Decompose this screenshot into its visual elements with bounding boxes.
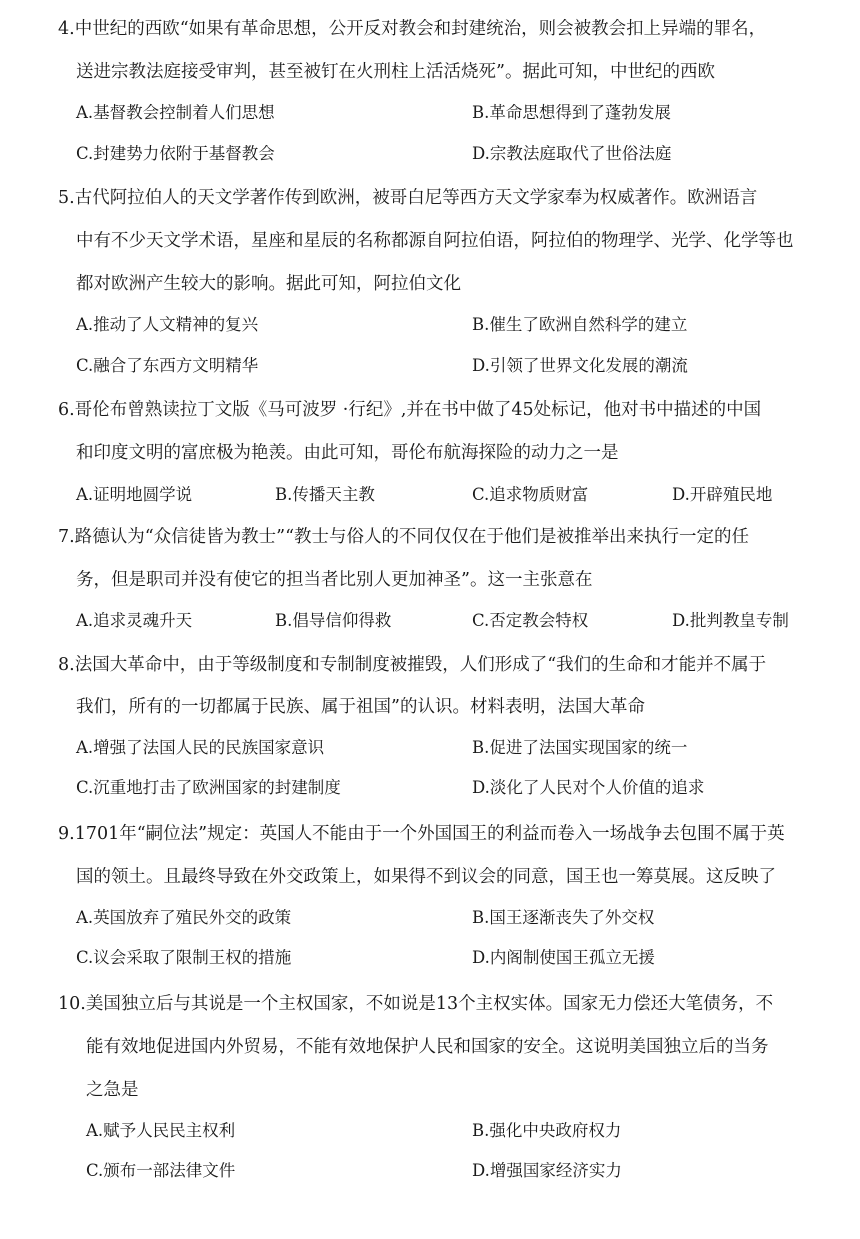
- question-4-option-a[interactable]: A.基督教会控制着人们思想: [76, 103, 275, 122]
- question-9-option-d[interactable]: D.内阁制使国王孤立无援: [472, 948, 655, 967]
- question-10-option-c[interactable]: C.颁布一部法律文件: [86, 1161, 236, 1180]
- question-7-stem-line-1: 7.路德认为“众信徒皆为教士”“教士与俗人的不同仅仅在于他们是被推举出来执行一定的任: [58, 527, 750, 547]
- question-8-stem-line-2: 我们，所有的一切都属于民族、属于祖国”的认识。材料表明，法国大革命: [76, 697, 645, 717]
- question-10-option-d[interactable]: D.增强国家经济实力: [472, 1161, 622, 1180]
- question-5-option-c[interactable]: C.融合了东西方文明精华: [76, 356, 259, 375]
- question-4-option-d[interactable]: D.宗教法庭取代了世俗法庭: [472, 144, 672, 163]
- question-8-option-a[interactable]: A.增强了法国人民的民族国家意识: [76, 738, 325, 757]
- question-7-option-c[interactable]: C.否定教会特权: [472, 611, 589, 630]
- question-8-option-b[interactable]: B.促进了法国实现国家的统一: [472, 738, 688, 757]
- question-5-option-d[interactable]: D.引领了世界文化发展的潮流: [472, 356, 688, 375]
- question-6-option-c[interactable]: C.追求物质财富: [472, 485, 589, 504]
- question-6-option-d[interactable]: D.开辟殖民地: [672, 485, 773, 504]
- question-9-option-b[interactable]: B.国王逐渐丧失了外交权: [472, 908, 655, 927]
- question-7-option-b[interactable]: B.倡导信仰得救: [275, 611, 392, 630]
- question-10-stem-line-1: 10.美国独立后与其说是一个主权国家，不如说是13个主权实体。国家无力偿还大笔债务，不: [58, 994, 774, 1014]
- question-4-stem-line-1: 4.中世纪的西欧“如果有革命思想，公开反对教会和封建统治，则会被教会扣上异端的罪名，: [58, 19, 767, 39]
- question-9-option-a[interactable]: A.英国放弃了殖民外交的政策: [76, 908, 292, 927]
- question-6-stem-line-2: 和印度文明的富庶极为艳羡。由此可知，哥伦布航海探险的动力之一是: [76, 443, 619, 463]
- question-7-stem-line-2: 务，但是职司并没有使它的担当者比别人更加神圣”。这一主张意在: [76, 570, 593, 590]
- question-7-option-d[interactable]: D.批判教皇专制: [672, 611, 789, 630]
- question-8-stem-line-1: 8.法国大革命中，由于等级制度和专制制度被摧毁，人们形成了“我们的生命和才能并不属于: [58, 655, 767, 675]
- question-10-stem-line-2: 能有效地促进国内外贸易，不能有效地保护人民和国家的安全。这说明美国独立后的当务: [86, 1037, 769, 1057]
- question-6-stem-line-1: 6.哥伦布曾熟读拉丁文版《马可波罗 ·行纪》,并在书中做了45处标记，他对书中描述的中国: [58, 400, 762, 420]
- question-8-option-c[interactable]: C.沉重地打击了欧洲国家的封建制度: [76, 778, 341, 797]
- question-9-option-c[interactable]: C.议会采取了限制王权的措施: [76, 948, 292, 967]
- question-6-option-b[interactable]: B.传播天主教: [275, 485, 375, 504]
- question-6-option-a[interactable]: A.证明地圆学说: [76, 485, 193, 504]
- question-10-option-a[interactable]: A.赋予人民民主权利: [86, 1121, 236, 1140]
- question-10-option-b[interactable]: B.强化中央政府权力: [472, 1121, 622, 1140]
- question-5-stem-line-3: 都对欧洲产生较大的影响。据此可知，阿拉伯文化: [76, 274, 461, 294]
- question-4-stem-line-2: 送进宗教法庭接受审判，甚至被钉在火刑柱上活活烧死”。据此可知，中世纪的西欧: [76, 62, 715, 82]
- question-8-option-d[interactable]: D.淡化了人民对个人价值的追求: [472, 778, 705, 797]
- question-9-stem-line-1: 9.1701年“嗣位法”规定：英国人不能由于一个外国国王的利益而卷入一场战争去包围不属于英: [58, 824, 785, 844]
- question-7-option-a[interactable]: A.追求灵魂升天: [76, 611, 193, 630]
- question-5-stem-line-2: 中有不少天文学术语，星座和星辰的名称都源自阿拉伯语，阿拉伯的物理学、光学、化学等也: [76, 231, 794, 251]
- question-10-stem-line-3: 之急是: [86, 1080, 139, 1100]
- question-4-option-b[interactable]: B.革命思想得到了蓬勃发展: [472, 103, 671, 122]
- question-5-option-a[interactable]: A.推动了人文精神的复兴: [76, 315, 259, 334]
- question-5-stem-line-1: 5.古代阿拉伯人的天文学著作传到欧洲，被哥白尼等西方天文学家奉为权威著作。欧洲语言: [58, 188, 758, 208]
- question-4-option-c[interactable]: C.封建势力依附于基督教会: [76, 144, 275, 163]
- question-9-stem-line-2: 国的领土。且最终导致在外交政策上，如果得不到议会的同意，国王也一筹莫展。这反映了: [76, 867, 776, 887]
- question-5-option-b[interactable]: B.催生了欧洲自然科学的建立: [472, 315, 688, 334]
